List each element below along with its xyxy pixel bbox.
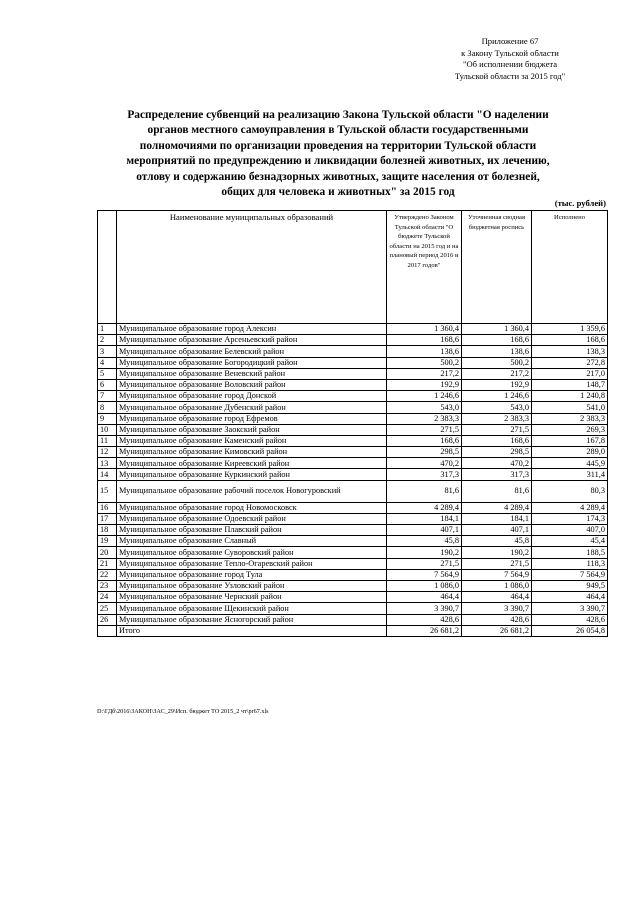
row-name: Муниципальное образование Заокский район	[117, 424, 387, 435]
row-revised: 1 086,0	[462, 580, 532, 591]
row-executed: 541,0	[532, 402, 608, 413]
row-name: Муниципальное образование Щекинский район	[117, 603, 387, 614]
header-revised: Уточненная сводная бюджетная роспись	[462, 211, 532, 324]
row-executed: 217,0	[532, 368, 608, 379]
row-approved: 3 390,7	[387, 603, 462, 614]
total-label: Итого	[117, 625, 387, 636]
table-row	[98, 447, 608, 458]
table-row	[98, 402, 608, 413]
row-name: Муниципальное образование Веневский район	[117, 368, 387, 379]
row-revised: 500,2	[462, 357, 532, 368]
title-line: отлову и содержанию безнадзорных животных, защите населения от болезней,	[136, 170, 540, 183]
title-line: органов местного самоуправления в Тульской области государственными	[147, 124, 529, 137]
row-approved: 298,5	[387, 447, 462, 458]
row-number: 1	[98, 324, 117, 335]
row-name: Муниципальное образование Богородицкий район	[117, 357, 387, 368]
row-number: 7	[98, 391, 117, 402]
row-approved: 500,2	[387, 357, 462, 368]
row-revised: 2 383,3	[462, 413, 532, 424]
row-number: 25	[98, 603, 117, 614]
row-revised: 470,2	[462, 458, 532, 469]
header-executed: Исполнено	[532, 211, 608, 324]
row-number: 14	[98, 469, 117, 480]
row-approved: 4 289,4	[387, 502, 462, 513]
table-row	[98, 569, 608, 580]
total-index	[98, 625, 117, 636]
row-revised: 464,4	[462, 592, 532, 603]
table-row	[98, 513, 608, 524]
row-revised: 317,3	[462, 469, 532, 480]
row-name: Муниципальное образование рабочий поселок Новогуровский	[117, 480, 387, 502]
table-row	[98, 458, 608, 469]
row-executed: 445,9	[532, 458, 608, 469]
row-approved: 168,6	[387, 435, 462, 446]
row-revised: 271,5	[462, 558, 532, 569]
row-approved: 81,6	[387, 480, 462, 502]
table-row	[98, 368, 608, 379]
row-approved: 407,1	[387, 525, 462, 536]
row-number: 12	[98, 447, 117, 458]
table-row	[98, 335, 608, 346]
row-approved: 184,1	[387, 513, 462, 524]
row-number: 5	[98, 368, 117, 379]
row-executed: 167,8	[532, 435, 608, 446]
row-approved: 217,2	[387, 368, 462, 379]
row-name: Муниципальное образование Тепло-Огаревский район	[117, 558, 387, 569]
row-executed: 138,3	[532, 346, 608, 357]
row-name: Муниципальное образование Арсеньевский район	[117, 335, 387, 346]
row-approved: 464,4	[387, 592, 462, 603]
row-executed: 3 390,7	[532, 603, 608, 614]
row-number: 20	[98, 547, 117, 558]
title-line: Распределение субвенций на реализацию Закона Тульской области "О наделении	[127, 109, 549, 121]
table-row	[98, 592, 608, 603]
row-approved: 271,5	[387, 558, 462, 569]
row-revised: 81,6	[462, 480, 532, 502]
title-line: мероприятий по предупреждению и ликвидации болезней животных, их лечению,	[126, 155, 550, 168]
table-row	[98, 413, 608, 424]
row-approved: 190,2	[387, 547, 462, 558]
row-executed: 4 289,4	[532, 502, 608, 513]
row-name: Муниципальное образование Киреевский район	[117, 458, 387, 469]
row-executed: 1 359,6	[532, 324, 608, 335]
table-row	[98, 469, 608, 480]
table-row	[98, 536, 608, 547]
row-number: 3	[98, 346, 117, 357]
row-name: Муниципальное образование Плавский район	[117, 525, 387, 536]
row-revised: 3 390,7	[462, 603, 532, 614]
row-number: 26	[98, 614, 117, 625]
row-revised: 138,6	[462, 346, 532, 357]
row-executed: 45,4	[532, 536, 608, 547]
row-name: Муниципальное образование Узловский район	[117, 580, 387, 591]
row-number: 15	[98, 480, 117, 502]
header-index	[98, 211, 117, 324]
row-revised: 7 564,9	[462, 569, 532, 580]
row-name: Муниципальное образование Белевский район	[117, 346, 387, 357]
row-number: 9	[98, 413, 117, 424]
row-number: 2	[98, 335, 117, 346]
row-approved: 45,8	[387, 536, 462, 547]
table-row	[98, 379, 608, 390]
row-name: Муниципальное образование Кимовский район	[117, 447, 387, 458]
table-row	[98, 525, 608, 536]
row-revised: 543,0	[462, 402, 532, 413]
table-row	[98, 346, 608, 357]
row-number: 11	[98, 435, 117, 446]
row-name: Муниципальное образование Ясногорский район	[117, 614, 387, 625]
row-number: 10	[98, 424, 117, 435]
appendix-line: Тульской области за 2015 год"	[454, 70, 566, 81]
row-executed: 269,3	[532, 424, 608, 435]
row-approved: 192,9	[387, 379, 462, 390]
row-approved: 138,6	[387, 346, 462, 357]
table-row	[98, 547, 608, 558]
row-revised: 1 246,6	[462, 391, 532, 402]
row-approved: 470,2	[387, 458, 462, 469]
row-number: 16	[98, 502, 117, 513]
appendix-line: Приложение 67	[481, 36, 539, 46]
row-name: Муниципальное образование Суворовский район	[117, 547, 387, 558]
row-executed: 949,5	[532, 580, 608, 591]
row-name: Муниципальное образование Славный	[117, 536, 387, 547]
row-revised: 168,6	[462, 335, 532, 346]
row-revised: 298,5	[462, 447, 532, 458]
row-approved: 168,6	[387, 335, 462, 346]
row-number: 6	[98, 379, 117, 390]
row-revised: 428,6	[462, 614, 532, 625]
row-approved: 317,3	[387, 469, 462, 480]
row-number: 13	[98, 458, 117, 469]
row-number: 22	[98, 569, 117, 580]
row-executed: 311,4	[532, 469, 608, 480]
row-number: 21	[98, 558, 117, 569]
row-name: Муниципальное образование Чернский район	[117, 592, 387, 603]
table-row	[98, 357, 608, 368]
row-approved: 428,6	[387, 614, 462, 625]
row-number: 18	[98, 525, 117, 536]
row-executed: 407,0	[532, 525, 608, 536]
row-revised: 407,1	[462, 525, 532, 536]
row-number: 17	[98, 513, 117, 524]
row-revised: 184,1	[462, 513, 532, 524]
appendix-note	[420, 36, 600, 82]
table-row	[98, 603, 608, 614]
row-name: Муниципальное образование город Тула	[117, 569, 387, 580]
row-name: Муниципальное образование Дубенский район	[117, 402, 387, 413]
table-row	[98, 580, 608, 591]
row-executed: 174,3	[532, 513, 608, 524]
appendix-line: "Об исполнении бюджета	[462, 59, 558, 69]
header-name: Наименование муниципальных образований	[117, 211, 387, 324]
units-label: (тыс. рублей)	[554, 198, 606, 208]
row-executed: 428,6	[532, 614, 608, 625]
row-executed: 1 240,8	[532, 391, 608, 402]
header-approved: Утверждено Законом Тульской области "О бюджете Тульской области на 2015 год и на плановый период 2016 и 2017 годов"	[387, 211, 462, 324]
table-header-row	[98, 211, 608, 324]
table-row	[98, 424, 608, 435]
row-approved: 1 246,6	[387, 391, 462, 402]
row-approved: 2 383,3	[387, 413, 462, 424]
row-revised: 217,2	[462, 368, 532, 379]
title-line: общих для человека и животных" за 2015 год	[221, 186, 455, 199]
table-row	[98, 502, 608, 513]
row-revised: 271,5	[462, 424, 532, 435]
row-name: Муниципальное образование город Ефремов	[117, 413, 387, 424]
row-number: 23	[98, 580, 117, 591]
subvention-table	[97, 210, 608, 637]
row-name: Муниципальное образование Куркинский район	[117, 469, 387, 480]
total-row	[98, 625, 608, 636]
row-name: Муниципальное образование Воловский район	[117, 379, 387, 390]
row-executed: 148,7	[532, 379, 608, 390]
table-body	[98, 324, 608, 637]
total-approved: 26 681,2	[387, 625, 462, 636]
row-number: 24	[98, 592, 117, 603]
row-approved: 543,0	[387, 402, 462, 413]
row-approved: 7 564,9	[387, 569, 462, 580]
row-name: Муниципальное образование Каменский район	[117, 435, 387, 446]
table-row	[98, 391, 608, 402]
row-revised: 168,6	[462, 435, 532, 446]
row-executed: 118,3	[532, 558, 608, 569]
table-row	[98, 614, 608, 625]
row-revised: 190,2	[462, 547, 532, 558]
table-row	[98, 480, 608, 502]
table-row	[98, 324, 608, 335]
row-approved: 271,5	[387, 424, 462, 435]
row-executed: 7 564,9	[532, 569, 608, 580]
row-executed: 464,4	[532, 592, 608, 603]
row-executed: 80,3	[532, 480, 608, 502]
row-executed: 2 383,3	[532, 413, 608, 424]
total-revised: 26 681,2	[462, 625, 532, 636]
table-row	[98, 435, 608, 446]
row-approved: 1 086,0	[387, 580, 462, 591]
row-number: 4	[98, 357, 117, 368]
title-line: полномочиями по организации проведения на территории Тульской области	[139, 139, 537, 152]
row-revised: 192,9	[462, 379, 532, 390]
row-name: Муниципальное образование город Новомосковск	[117, 502, 387, 513]
row-executed: 168,6	[532, 335, 608, 346]
row-revised: 45,8	[462, 536, 532, 547]
row-revised: 1 360,4	[462, 324, 532, 335]
total-executed: 26 054,8	[532, 625, 608, 636]
row-number: 19	[98, 536, 117, 547]
document-title	[88, 108, 588, 200]
file-path: D:\ГДб\2016\ЗАКОН\ЗАС_29\Исп. бюджет ТО 2015_2 чт\pr67.xls	[97, 708, 269, 715]
appendix-line: к Закону Тульской области	[461, 47, 559, 58]
row-executed: 188,5	[532, 547, 608, 558]
row-executed: 289,0	[532, 447, 608, 458]
row-approved: 1 360,4	[387, 324, 462, 335]
row-number: 8	[98, 402, 117, 413]
row-revised: 4 289,4	[462, 502, 532, 513]
table-row	[98, 558, 608, 569]
row-name: Муниципальное образование город Донской	[117, 391, 387, 402]
row-executed: 272,8	[532, 357, 608, 368]
row-name: Муниципальное образование город Алексин	[117, 324, 387, 335]
row-name: Муниципальное образование Одоевский район	[117, 513, 387, 524]
